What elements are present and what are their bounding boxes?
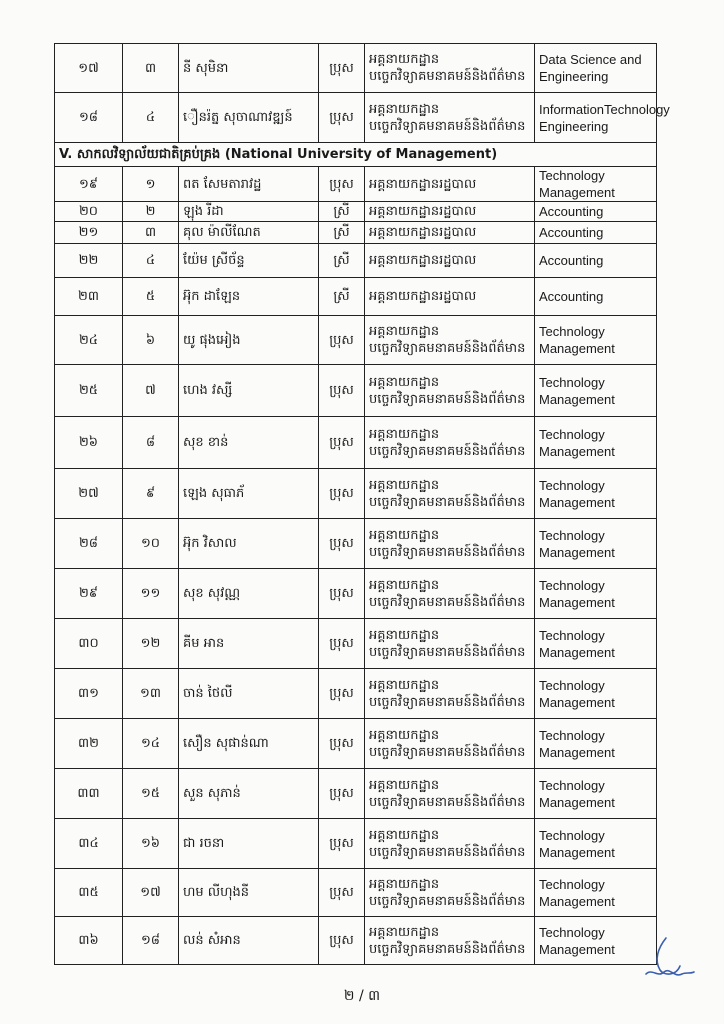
row-number: ២៨ xyxy=(55,519,123,569)
table-row xyxy=(55,222,657,244)
major: Accounting xyxy=(535,202,657,222)
section-row xyxy=(55,143,657,167)
major: Technology Management xyxy=(535,316,657,365)
position: អគ្គនាយកដ្ឋានបច្ចេកវិទ្យាគមនាគមន៍និងព័ត៌មាន xyxy=(365,917,535,965)
sub-number: ១៨ xyxy=(123,917,179,965)
major: Technology Management xyxy=(535,669,657,719)
gender: ស្រី xyxy=(319,244,365,278)
gender: ប្រុស xyxy=(319,44,365,93)
position: អគ្គនាយកដ្ឋានរដ្ឋបាល xyxy=(365,202,535,222)
table-row xyxy=(55,519,657,569)
position: អគ្គនាយកដ្ឋានបច្ចេកវិទ្យាគមនាគមន៍និងព័ត៌មាន xyxy=(365,519,535,569)
gender: ប្រុស xyxy=(319,365,365,417)
row-number: ២១ xyxy=(55,222,123,244)
position: អគ្គនាយកដ្ឋានរដ្ឋបាល xyxy=(365,167,535,202)
gender: ប្រុស xyxy=(319,669,365,719)
sub-number: ៧ xyxy=(123,365,179,417)
table-row xyxy=(55,365,657,417)
row-number: ៣៣ xyxy=(55,769,123,819)
sub-number: ៦ xyxy=(123,316,179,365)
major: Technology Management xyxy=(535,769,657,819)
sub-number: ៥ xyxy=(123,278,179,316)
person-name: ហម លីហុងនី xyxy=(179,869,319,917)
table-row xyxy=(55,278,657,316)
row-number: ១៨ xyxy=(55,93,123,143)
gender: ប្រុស xyxy=(319,417,365,469)
position: អគ្គនាយកដ្ឋានបច្ចេកវិទ្យាគមនាគមន៍និងព័ត៌មាន xyxy=(365,719,535,769)
position: អគ្គនាយកដ្ឋានបច្ចេកវិទ្យាគមនាគមន៍និងព័ត៌មាន xyxy=(365,819,535,869)
sub-number: ១៧ xyxy=(123,869,179,917)
position: អគ្គនាយកដ្ឋានបច្ចេកវិទ្យាគមនាគមន៍និងព័ត៌មាន xyxy=(365,93,535,143)
person-name: គុល ម៉ាលីណែត xyxy=(179,222,319,244)
table-row xyxy=(55,769,657,819)
gender: ប្រុស xyxy=(319,769,365,819)
row-number: ១៩ xyxy=(55,167,123,202)
table-row xyxy=(55,44,657,93)
staff-table xyxy=(54,43,670,965)
gender: ប្រុស xyxy=(319,569,365,619)
position: អគ្គនាយកដ្ឋានរដ្ឋបាល xyxy=(365,222,535,244)
position: អគ្គនាយកដ្ឋានបច្ចេកវិទ្យាគមនាគមន៍និងព័ត៌មាន xyxy=(365,365,535,417)
gender: ប្រុស xyxy=(319,719,365,769)
gender: ប្រុស xyxy=(319,316,365,365)
sub-number: ១ xyxy=(123,167,179,202)
row-number: ៣២ xyxy=(55,719,123,769)
major: Technology Management xyxy=(535,569,657,619)
position: អគ្គនាយកដ្ឋានបច្ចេកវិទ្យាគមនាគមន៍និងព័ត៌មាន xyxy=(365,316,535,365)
row-number: ២៤ xyxy=(55,316,123,365)
sub-number: ៤ xyxy=(123,93,179,143)
major: Technology Management xyxy=(535,365,657,417)
row-number: ២៦ xyxy=(55,417,123,469)
major: Technology Management xyxy=(535,819,657,869)
position: អគ្គនាយកដ្ឋានបច្ចេកវិទ្យាគមនាគមន៍និងព័ត៌មាន xyxy=(365,44,535,93)
row-number: ២២ xyxy=(55,244,123,278)
row-number: ២៣ xyxy=(55,278,123,316)
signature-mark xyxy=(636,934,700,984)
table-row xyxy=(55,93,657,143)
gender: ប្រុស xyxy=(319,917,365,965)
major: Technology Management xyxy=(535,519,657,569)
person-name: ហេង វស្សី xyxy=(179,365,319,417)
major: Data Science and Engineering xyxy=(535,44,657,93)
sub-number: ១២ xyxy=(123,619,179,669)
major: Technology Management xyxy=(535,469,657,519)
table-row xyxy=(55,469,657,519)
row-number: ២៥ xyxy=(55,365,123,417)
table-row xyxy=(55,417,657,469)
major: Accounting xyxy=(535,244,657,278)
person-name: ជា រចនា xyxy=(179,819,319,869)
row-number: ៣៦ xyxy=(55,917,123,965)
major: Technology Management xyxy=(535,619,657,669)
person-name: សុខ សុវណ្ណ xyxy=(179,569,319,619)
position: អគ្គនាយកដ្ឋានបច្ចេកវិទ្យាគមនាគមន៍និងព័ត៌មាន xyxy=(365,619,535,669)
position: អគ្គនាយកដ្ឋានបច្ចេកវិទ្យាគមនាគមន៍និងព័ត៌មាន xyxy=(365,769,535,819)
table-row xyxy=(55,244,657,278)
page-number: ២ / ៣ xyxy=(343,988,381,1004)
row-number: ២០ xyxy=(55,202,123,222)
table-row xyxy=(55,619,657,669)
position: អគ្គនាយកដ្ឋានរដ្ឋបាល xyxy=(365,278,535,316)
position: អគ្គនាយកដ្ឋានរដ្ឋបាល xyxy=(365,244,535,278)
table-row xyxy=(55,869,657,917)
major: Technology Management xyxy=(535,167,657,202)
gender: ប្រុស xyxy=(319,619,365,669)
person-name: អ៊ុក វិសាល xyxy=(179,519,319,569)
section-heading: V. សាកលវិទ្យាល័យជាតិគ្រប់គ្រង (National University of Management) xyxy=(55,143,657,167)
gender: ប្រុស xyxy=(319,93,365,143)
major: Technology Management xyxy=(535,719,657,769)
major: Technology Management xyxy=(535,417,657,469)
row-number: ១៧ xyxy=(55,44,123,93)
major: Technology Management xyxy=(535,869,657,917)
table-row xyxy=(55,917,657,965)
person-name: សឿន សុផាន់ណា xyxy=(179,719,319,769)
person-name: សួន សុភាន់ xyxy=(179,769,319,819)
person-name: សុខ ខាន់ xyxy=(179,417,319,469)
person-name: យូ ផុងអៀង xyxy=(179,316,319,365)
sub-number: ១៥ xyxy=(123,769,179,819)
table-row xyxy=(55,202,657,222)
position: អគ្គនាយកដ្ឋានបច្ចេកវិទ្យាគមនាគមន៍និងព័ត៌មាន xyxy=(365,469,535,519)
sub-number: ១៦ xyxy=(123,819,179,869)
gender: ប្រុស xyxy=(319,819,365,869)
person-name: ពត សែមតារាវដ្ឋ xyxy=(179,167,319,202)
table-row xyxy=(55,719,657,769)
row-number: ២៧ xyxy=(55,469,123,519)
position: អគ្គនាយកដ្ឋានបច្ចេកវិទ្យាគមនាគមន៍និងព័ត៌មាន xyxy=(365,869,535,917)
person-name: ឿនរ៉ត្ន សុចាណាវឌ្ឍន៍ xyxy=(179,93,319,143)
sub-number: ១០ xyxy=(123,519,179,569)
table-row xyxy=(55,819,657,869)
table-body-main xyxy=(55,167,657,965)
table-row xyxy=(55,669,657,719)
major: Accounting xyxy=(535,222,657,244)
sub-number: ៤ xyxy=(123,244,179,278)
person-name: យ៉ែម ស្រីច័ន្ទ xyxy=(179,244,319,278)
row-number: ៣៤ xyxy=(55,819,123,869)
table-row xyxy=(55,569,657,619)
gender: ប្រុស xyxy=(319,167,365,202)
gender: ស្រី xyxy=(319,202,365,222)
person-name: គីម អាន xyxy=(179,619,319,669)
row-number: ៣១ xyxy=(55,669,123,719)
sub-number: ១១ xyxy=(123,569,179,619)
sub-number: ២ xyxy=(123,202,179,222)
person-name: ចាន់ ថៃលី xyxy=(179,669,319,719)
position: អគ្គនាយកដ្ឋានបច្ចេកវិទ្យាគមនាគមន៍និងព័ត៌មាន xyxy=(365,569,535,619)
major: Technology Management xyxy=(535,917,657,965)
position: អគ្គនាយកដ្ឋានបច្ចេកវិទ្យាគមនាគមន៍និងព័ត៌មាន xyxy=(365,669,535,719)
gender: ស្រី xyxy=(319,278,365,316)
gender: ប្រុស xyxy=(319,869,365,917)
sub-number: ១៤ xyxy=(123,719,179,769)
row-number: ៣៥ xyxy=(55,869,123,917)
sub-number: ៨ xyxy=(123,417,179,469)
person-name: អ៊ុក ដាឡែន xyxy=(179,278,319,316)
table-row xyxy=(55,167,657,202)
person-name: លន់ សំអាន xyxy=(179,917,319,965)
position: អគ្គនាយកដ្ឋានបច្ចេកវិទ្យាគមនាគមន៍និងព័ត៌មាន xyxy=(365,417,535,469)
person-name: ឡុង រីដា xyxy=(179,202,319,222)
sub-number: ៣ xyxy=(123,44,179,93)
sub-number: ១៣ xyxy=(123,669,179,719)
major: Accounting xyxy=(535,278,657,316)
person-name: នី សុមិនា xyxy=(179,44,319,93)
table-row xyxy=(55,316,657,365)
table-body xyxy=(55,44,670,167)
sub-number: ៣ xyxy=(123,222,179,244)
gender: ស្រី xyxy=(319,222,365,244)
sub-number: ៩ xyxy=(123,469,179,519)
row-number: ២៩ xyxy=(55,569,123,619)
gender: ប្រុស xyxy=(319,519,365,569)
person-name: ឡេង សុធាភ័ xyxy=(179,469,319,519)
row-number: ៣០ xyxy=(55,619,123,669)
gender: ប្រុស xyxy=(319,469,365,519)
major: InformationTechnology Engineering xyxy=(535,93,657,143)
